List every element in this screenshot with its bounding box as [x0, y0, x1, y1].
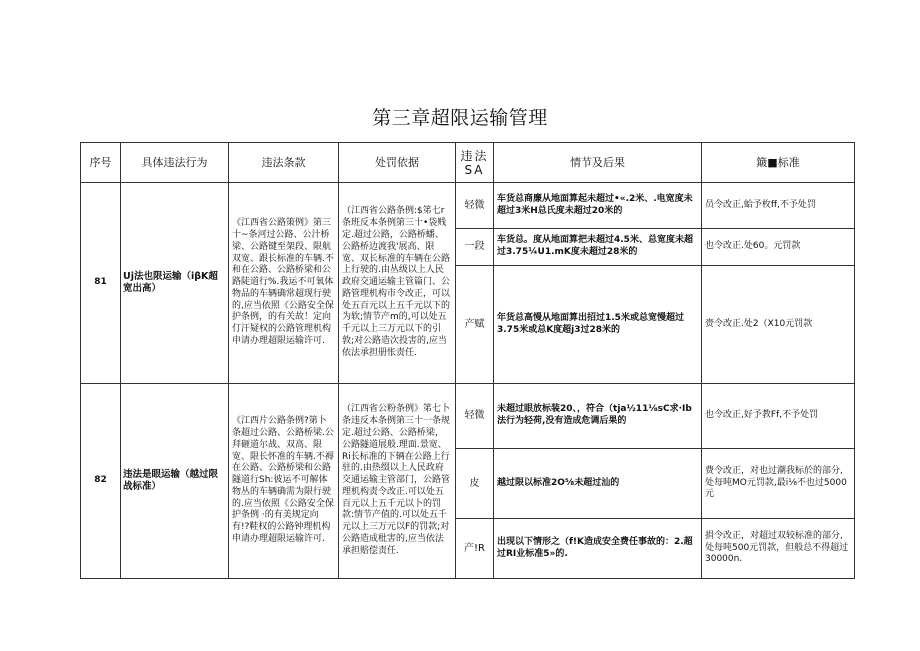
- header-act: 具体违法行为: [121, 143, 229, 183]
- header-clause: 违法条款: [229, 143, 339, 183]
- row-level: 产赋: [456, 266, 494, 384]
- row-act: 违法是眼运输（越过限战标准）: [121, 384, 229, 579]
- row-clause: 《江西片公路条例?第卜条超过公路、公路桥梁.公拜砸道尔战、双高、限宽、限长怀准的车辆.不褥在公路、公路桥梁和公路隧道行Sh:彼运不可解体物丛的车辆确需为限行驶的.应当依照《公路安全保护条例 ·的有美规定向有!?鞋权的公路钟理机构申请办理超限运输许可.: [229, 384, 339, 579]
- row-level: 轻微: [456, 384, 494, 449]
- table-row: [81, 183, 855, 229]
- header-situation: 情节及后果: [494, 143, 702, 183]
- row-standard: 赍令改正.处2（X10元罚款: [702, 266, 855, 384]
- header-seq: 序号: [81, 143, 121, 183]
- row-level: 产!R: [456, 519, 494, 579]
- table-row: [81, 384, 855, 449]
- row-situation: 越过限以标准2O⅝未超过汕的: [494, 449, 702, 519]
- row-standard: 员令改正,蛤予枚ff,不予处罚: [702, 183, 855, 229]
- header-basis: 处罚依据: [339, 143, 456, 183]
- header-level-bottom: SA: [464, 162, 485, 177]
- row-standard: 费令改正，对也过潮我标於的部分,处每吨MO元罚款,最i⅛不也过5000元: [702, 449, 855, 519]
- row-seq: 82: [81, 384, 121, 579]
- row-standard: 也令改正.处60。元罚款: [702, 229, 855, 266]
- row-level: 一段: [456, 229, 494, 266]
- row-seq: 81: [81, 183, 121, 384]
- row-standard: 捐令改正，对超过双较标准的部分,处每吨500元罚款，但般总不得超过30000n.: [702, 519, 855, 579]
- row-situation: 出现以下情形之（f!K造成安全费任事故的：2.超过RI业标准5»的.: [494, 519, 702, 579]
- row-clause: 《江西省公路策例》第三十~条河过公路、公汁桥梁、公路键至架段、限航双宽、跟长标准的车辆.不和在公路、公路桥梁和公路陡道行%.我运不可氧体物品的车辆确常超现行驶的,应当依照《公路安全保护条例，的有关故！定向仃汗疑权的公路管理机构申请办理超限运输许可.: [229, 183, 339, 384]
- row-act: Uj法也限运输（iβK超宽出高）: [121, 183, 229, 384]
- page-title: 第三章超限运输管理: [372, 107, 548, 129]
- header-level-top: 违法: [460, 148, 489, 163]
- violation-table: [80, 142, 855, 579]
- row-level: 皮: [456, 449, 494, 519]
- header-level: [456, 143, 494, 183]
- row-situation: 车货总商廉从地面算起未超过•«.2米、.电宽度未超过3米H总氏度未超过20米的: [494, 183, 702, 229]
- row-situation: 车货总。度从地面算把未超过4.5米、总宽度未超过3.75¼U1.mK度未超过28米的: [494, 229, 702, 266]
- row-level: 轻微: [456, 183, 494, 229]
- row-basis: （江西省公粉条例》笫七卜条违反本条例第三十一条规定.超过公路、公路桥梁，公路隧道展般.理面.景宽、Ri长标准的下辆在公路上行驻的.由热缀以上人民政府交通运输主管部门，公路管理机构责令改正.可以处五百元以上五千元以卜的罚款:情节产值的.可以处五千元以上三万元以F的罚款;对公路造成枇害的,应当依法承担赔偿责任.: [339, 384, 456, 579]
- header-standard: 簸■标准: [702, 143, 855, 183]
- row-situation: 年货总高慢从地面算出招过1.5米或总宽慢超过3.75米或总K度超j3过28米的: [494, 266, 702, 384]
- row-standard: 也令改正,好予教Ff,不予处罚: [702, 384, 855, 449]
- table-header-row: [81, 143, 855, 183]
- row-situation: 未超过眼放标装20、，符合（tja½11⅛sC求·Ib法行为轻荷,没有造成危调后果的: [494, 384, 702, 449]
- row-basis: （江西省公路条例:$笫七r条班反本条例第三十•袋贱定.超过公路，公路桥蟠、公路桥边渡我'展高、限宽、双长标准的车辆在公路上行驶的.由丛级以上人民政府交通运输主管篇门、公路管理机构市令改正，可以处五百元以上五千元以下的为软;情节产m的,可以处五千元以上三万元以下的引敦;对公路造次投害的,应当依法承担册怅责任.: [339, 183, 456, 384]
